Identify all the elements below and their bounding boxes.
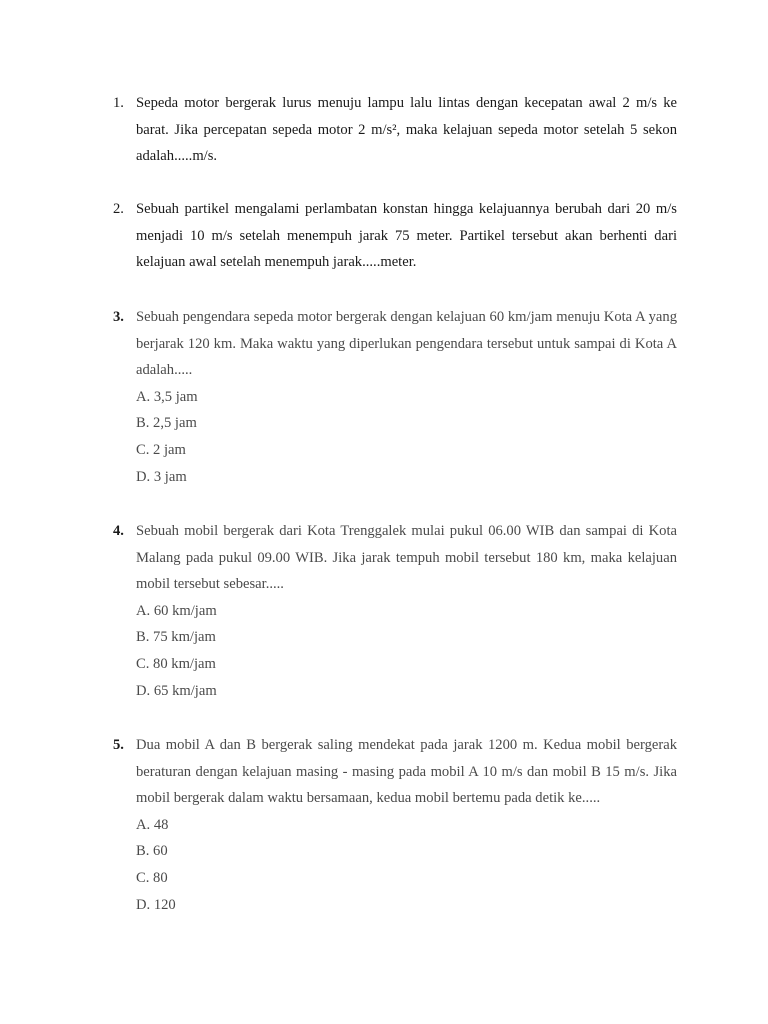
answer-option-b: B. 75 km/jam bbox=[136, 629, 216, 646]
question-number: 4. bbox=[113, 523, 124, 539]
answer-option-c: C. 80 km/jam bbox=[136, 656, 216, 673]
answer-options bbox=[136, 812, 677, 919]
question-body bbox=[136, 518, 677, 705]
question-number: 1. bbox=[113, 95, 124, 111]
question-body bbox=[136, 304, 677, 491]
answer-option-a: A. 48 bbox=[136, 816, 169, 833]
answer-option-b: B. 2,5 jam bbox=[136, 415, 197, 432]
question-number: 2. bbox=[113, 201, 124, 217]
answer-option-c: C. 80 bbox=[136, 870, 168, 887]
question-body bbox=[136, 196, 677, 276]
answer-option-a: A. 3,5 jam bbox=[136, 388, 198, 405]
question-text: Sepeda motor bergerak lurus menuju lampu lalu lintas dengan kecepatan awal 2 m/s ke barat. Jika percepatan sepeda motor 2 m/s², maka kelajuan sepeda motor setelah 5 sekon adalah.....m/s. bbox=[136, 95, 677, 164]
answer-option-c: C. 2 jam bbox=[136, 442, 186, 459]
question-body bbox=[136, 90, 677, 170]
answer-option-d: D. 3 jam bbox=[136, 468, 187, 485]
question-text: Sebuah partikel mengalami perlambatan konstan hingga kelajuannya berubah dari 20 m/s menjadi 10 m/s setelah menempuh jarak 75 meter. Partikel tersebut akan berhenti dari kelajuan awal setelah menempuh jarak.....meter. bbox=[136, 201, 677, 270]
answer-option-b: B. 60 bbox=[136, 843, 168, 860]
answer-option-d: D. 65 km/jam bbox=[136, 682, 217, 699]
question-text: Sebuah mobil bergerak dari Kota Trenggalek mulai pukul 06.00 WIB dan sampai di Kota Malang pada pukul 09.00 WIB. Jika jarak tempuh mobil tersebut 180 km, maka kelajuan mobil tersebut sebesar..... bbox=[136, 523, 677, 592]
question-number: 5. bbox=[113, 737, 124, 753]
question-number: 3. bbox=[113, 309, 124, 325]
question-body bbox=[136, 732, 677, 919]
question-text: Sebuah pengendara sepeda motor bergerak dengan kelajuan 60 km/jam menuju Kota A yang berjarak 120 km. Maka waktu yang diperlukan pengendara tersebut untuk sampai di Kota A adalah..... bbox=[136, 309, 677, 378]
answer-options bbox=[136, 598, 677, 705]
answer-options bbox=[136, 384, 677, 491]
answer-option-d: D. 120 bbox=[136, 896, 176, 913]
question-text: Dua mobil A dan B bergerak saling mendekat pada jarak 1200 m. Kedua mobil bergerak beraturan dengan kelajuan masing - masing pada mobil A 10 m/s dan mobil B 15 m/s. Jika mobil bergerak dalam waktu bersamaan, kedua mobil bertemu pada detik ke..... bbox=[136, 737, 677, 806]
answer-option-a: A. 60 km/jam bbox=[136, 602, 217, 619]
